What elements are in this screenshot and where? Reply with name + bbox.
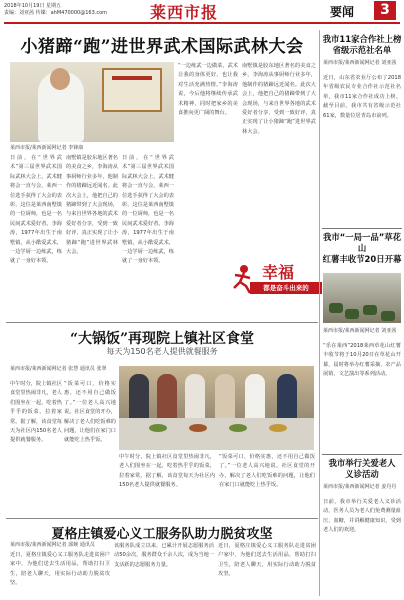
right-story2-headline[interactable] xyxy=(322,232,402,265)
banner-slogan: 都是奋斗出来的 xyxy=(250,282,322,294)
right-story2-headline-line2: 红薯丰收节20日开幕 xyxy=(322,254,402,264)
right-story3-headline-line1: 我市举行关爱老人 xyxy=(328,458,396,468)
masthead-info xyxy=(4,3,107,17)
story2-byline: 莱西市报/莱西新闻网记者 张慧 通讯员 张翠 xyxy=(10,366,107,372)
story2-headline[interactable]: “大锅饭”再现院上镇社区食堂 xyxy=(69,331,255,347)
story3-headline[interactable]: 夏格庄镇爱心义工服务队助力脱贫攻坚 xyxy=(51,527,273,542)
story1-photo xyxy=(10,62,174,142)
right-story2-byline: 莱西市报/莱西新闻网记者 刘亚茜 xyxy=(323,328,397,334)
story2-subheadline: 每天为150名老人提供就餐服务 xyxy=(106,347,218,356)
story3-col2: 该服务队成立以来，已累计开展志愿服务活动50余次，服务群众千余人次，成为当地一支活跃的志愿服务力量。 xyxy=(114,543,214,568)
right-divider-1 xyxy=(322,228,402,229)
certificate-image xyxy=(102,68,162,112)
editor-line: 责编：刘亚茜 传媒：ahM470000@163.com xyxy=(4,10,108,16)
right-story2-text: “乐在莱西”2018莱西草花山红薯丰收节将于10月20日在草花山开幕，届时将举办红薯采摘、农产品展销、文艺演出等系列活动。 xyxy=(323,343,401,378)
right-story2-photo xyxy=(323,273,401,323)
story2-col4: “饭菜可口，价格实惠，还不用自己做饭了。”一位老人高兴地说。社区食堂的开办，解决了老人们吃饭难的问题，让他们在家门口就能吃上热乎饭。 xyxy=(219,454,315,489)
story2-col1: 中午时分，院上镇社区食堂里热闹非凡，老人们围坐在一起，吃着热乎乎的饭菜，拉着家常。据了解，该食堂每天为社区内150名老人提供就餐服务。 xyxy=(10,381,62,444)
right-divider-2 xyxy=(322,454,402,455)
masthead xyxy=(0,0,404,24)
story1-col3: “一边练武一边做菜，武术让我的身体更好，也让我对生活充满热情。”李海涛说，今后他将继续传承武术精神，同时把家乡的美食推向更广阔的舞台。 xyxy=(178,63,238,117)
right-story3-text: 日前，我市举行关爱老人义诊活动，医务人员为老人们免费测量血压、血糖，并讲解健康知识，受到老人们的欢迎。 xyxy=(323,499,401,534)
story1-headline[interactable]: 小猪蹄“跑”进世界武术国际武林大会 xyxy=(20,37,304,57)
story2-col2: “饭菜可口，价格实惠，还不用自己做饭了。”一位老人高兴地说。社区食堂的开办，解决了老人们吃饭难的问题，让他们在家门口就能吃上热乎饭。 xyxy=(64,381,116,444)
masthead-rule xyxy=(4,22,400,24)
right-story1-headline-line1: 我市11家合作社上榜 xyxy=(322,34,402,44)
section-name: 要闻 xyxy=(330,5,355,19)
story1-byline: 莱西市报/莱西新闻网记者 李锋康 xyxy=(10,145,84,151)
right-story1-headline-line2: 省级示范社名单 xyxy=(332,45,392,55)
right-story1-headline[interactable] xyxy=(322,34,402,56)
right-story1-text: 近日，山东省农业厅公布了2018年省级农民专业合作社示范社名单，我市11家合作社成功上榜。截至目前，我市共有省级示范社61家，数量位居青岛市前列。 xyxy=(323,75,401,119)
story2-col3: 中午时分，院上镇社区食堂里热闹非凡，老人们围坐在一起，吃着热乎乎的饭菜，拉着家常。据了解，该食堂每天为社区内150名老人提供就餐服务。 xyxy=(119,454,215,489)
story1-col4: 南墅镇是胶东地区著名的美食之乡，李海涛从事厨师行业多年，他制作的猪蹄远近闻名。此次大会上，他把自己的猪蹄带到了大会现场，与来自世界各地的武术爱好者分享，受到一致好评，真正实现了让小猪蹄“跑”进世界武林大会。 xyxy=(242,63,316,135)
right-story2-headline-line1: 我市“一局一品”草花山 xyxy=(322,232,401,253)
story3-col1: 近日，夏格庄镇爱心义工服务队走进贫困户家中，为他们送去生活用品，帮助打扫卫生，陪老人聊天，用实际行动助力脱贫攻坚。 xyxy=(10,552,110,587)
page-number: 3 xyxy=(374,1,396,20)
story3-byline: 莱西市报/莱西新闻网记者 邱婉 通讯员 xyxy=(10,542,95,548)
story1-col2: 南墅镇是胶东地区著名的美食之乡，李海涛从事厨师行业多年，他制作的猪蹄远近闻名。此次大会上，他把自己的猪蹄带到了大会现场，与来自世界各地的武术爱好者分享，受到一致好评，真正实现了让小猪蹄“跑”进世界武林大会。 xyxy=(66,155,118,256)
story-divider-2 xyxy=(6,518,318,519)
right-story3-headline-line2: 义诊活动 xyxy=(345,469,379,479)
right-story1-byline: 莱西市报/莱西新闻网记者 刘亚茜 xyxy=(323,60,397,66)
happiness-banner xyxy=(228,258,322,302)
story1-col3b: 日前，在“世界武术”第三届世界武术国际武林大会上，武术健将会一直与会，莱西一位选手获得了大会的表彰，这位是莱西南墅镇的一位厨师，也是一名民间武术爱好者。李海涛，1977年出生于南墅镇，从小酷爱武术，一边学厨一边练武，练就了一身好本领。 xyxy=(122,155,174,265)
date-line: 2018年10月19日 星期五 xyxy=(4,3,62,9)
story-divider-1 xyxy=(6,322,318,323)
paper-title: 莱西市报 xyxy=(150,3,219,22)
story2-photo xyxy=(119,366,314,450)
right-story3-headline[interactable] xyxy=(322,458,402,480)
story1-col1: 日前，在“世界武术”第三届世界武术国际武林大会上，武术健将会一直与会，莱西一位选手获得了大会的表彰，这位是莱西南墅镇的一位厨师，也是一名民间武术爱好者。李海涛，1977年出生于南墅镇，从小酷爱武术，一边学厨一边练武，练就了一身好本领。 xyxy=(10,155,62,265)
banner-title: 幸福 xyxy=(262,263,295,282)
story3-col3: 近日，夏格庄镇爱心义工服务队走进贫困户家中，为他们送去生活用品，帮助打扫卫生，陪老人聊天，用实际行动助力脱贫攻坚。 xyxy=(218,543,316,578)
right-story3-byline: 莱西市报/莱西新闻网记者 姜丹丹 xyxy=(323,484,397,490)
right-column-divider xyxy=(319,30,320,596)
